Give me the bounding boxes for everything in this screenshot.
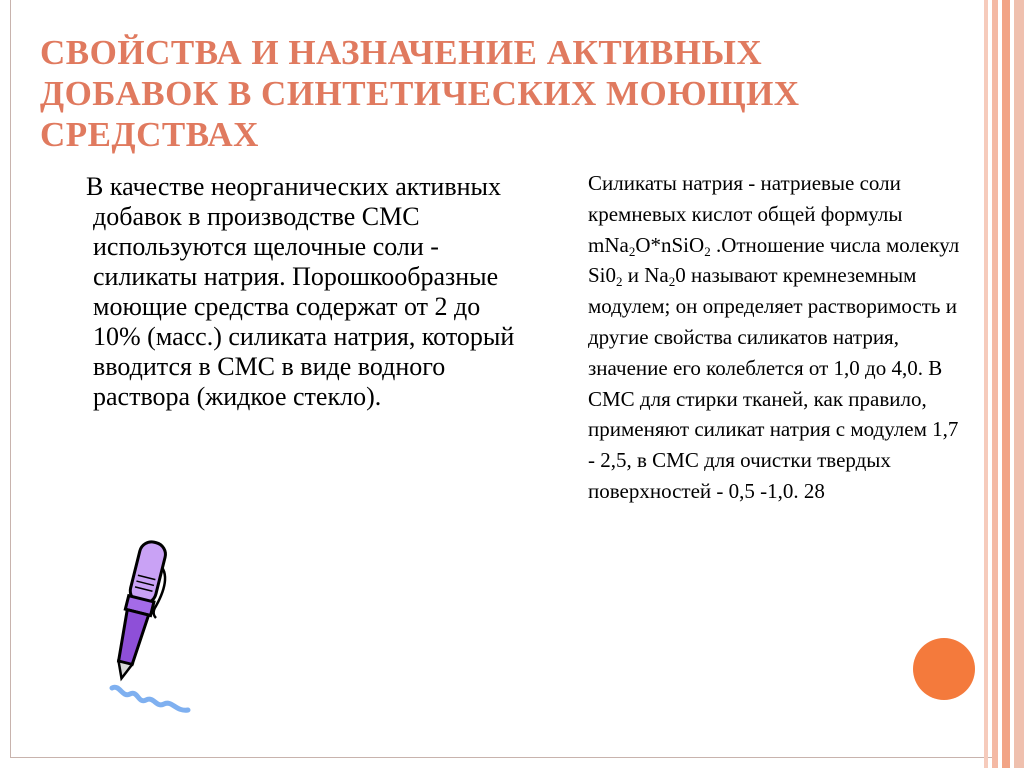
orange-circle-decoration bbox=[913, 638, 975, 700]
text-segment: и Na bbox=[622, 263, 669, 288]
subscript: 2 bbox=[668, 274, 676, 290]
subscript: 2 bbox=[628, 243, 636, 259]
text-segment: .Отношение числа молекул Si0 bbox=[588, 232, 960, 288]
decorative-stripe bbox=[1014, 0, 1024, 768]
left-paragraph: В качестве неорганических активных добавок в производстве СМС используются щелочные соли - силикаты натрия. Порошкообразные моющие средства содержат от 2 до 10% (масс.) силиката натрия, который вводится в СМС в виде водного раствора (жидкое стекло). bbox=[86, 172, 515, 411]
decorative-stripe bbox=[984, 0, 988, 768]
subscript: 2 bbox=[616, 274, 623, 290]
right-paragraph bbox=[588, 168, 968, 507]
text-segment: O*nSiO bbox=[635, 232, 705, 257]
text-segment: Силикаты натрия - натриевые соли кремневых кислот общей формулы mNa bbox=[588, 171, 903, 257]
decorative-stripe bbox=[992, 0, 998, 768]
slide-title: СВОЙСТВА И НАЗНАЧЕНИЕ АКТИВНЫХ ДОБАВОК В СИНТЕТИЧЕСКИХ МОЮЩИХ СРЕДСТВАХ bbox=[40, 33, 800, 154]
text-segment: 0 называют кремнеземным модулем; он определяет растворимость и другие свойства силикатов натрия, значение его колеблется от 1,0 до 4,0. В СМС для стирки тканей, как правило, применяют силикат натрия с модулем 1,7 - 2,5, в СМС для очистки твердых поверхностей - 0,5 -1,0. 28 bbox=[588, 263, 959, 503]
decorative-stripe bbox=[1002, 0, 1010, 768]
pen-icon bbox=[96, 536, 200, 722]
subscript: 2 bbox=[704, 243, 711, 259]
